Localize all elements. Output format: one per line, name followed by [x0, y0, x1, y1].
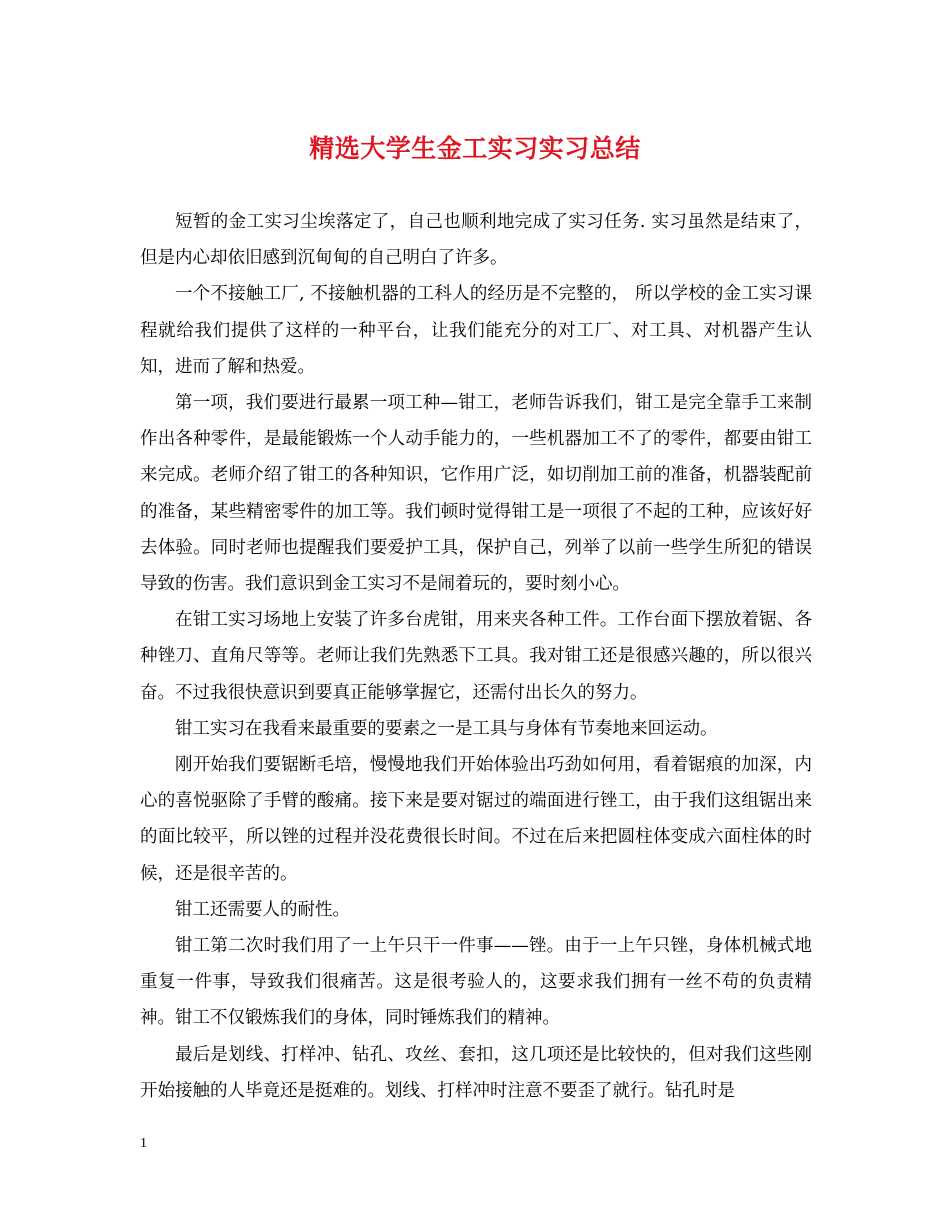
paragraph-5: 钳工实习在我看来最重要的要素之一是工具与身体有节奏地来回运动。 — [175, 718, 718, 739]
paragraph-2: 一个不接触工厂, 不接触机器的工科人的经历是不完整的， 所以学校的金工实习课程就给我们提供了这样的一种平台，让我们能充分的对工厂、对工具、对机器产生认知，进而了解和热爱。 — [140, 284, 812, 377]
paragraph-4: 在钳工实习场地上安装了许多台虎钳，用来夹各种工件。工作台面下摆放着锯、各种锉刀、直角尺等等。老师让我们先熟悉下工具。我对钳工还是很感兴趣的，所以很兴奋。不过我很快意识到要真正能够掌握它，还需付出长久的努力。 — [140, 610, 812, 703]
paragraph-9: 最后是划线、打样冲、钻孔、攻丝、套扣，这几项还是比较快的，但对我们这些刚开始接触的人毕竟还是挺难的。划线、打样冲时注意不要歪了就行。钻孔时是 — [140, 1044, 812, 1101]
paragraph-6: 刚开始我们要锯断毛培，慢慢地我们开始体验出巧劲如何用，看着锯痕的加深，内心的喜悦驱除了手臂的酸痛。接下来是要对锯过的端面进行锉工，由于我们这组锯出来的面比较平，所以锉的过程并没花费很长时间。不过在后来把圆柱体变成六面柱体的时候，还是很辛苦的。 — [140, 755, 812, 884]
document-body — [140, 204, 812, 1109]
paragraph-7: 钳工还需要人的耐性。 — [175, 899, 350, 920]
page-number: 1 — [140, 1136, 147, 1151]
paragraph-8: 钳工第二次时我们用了一上午只干一件事——锉。由于一上午只锉，身体机械式地重复一件事，导致我们很痛苦。这是很考验人的，这要求我们拥有一丝不苟的负责精神。钳工不仅锻炼我们的身体，同时锤炼我们的精神。 — [140, 936, 812, 1029]
document-title: 精选大学生金工实习实习总结 — [309, 134, 641, 163]
paragraph-3: 第一项，我们要进行最累一项工种—钳工，老师告诉我们，钳工是完全靠手工来制作出各种零件，是最能锻炼一个人动手能力的，一些机器加工不了的零件，都要由钳工来完成。老师介绍了钳工的各种知识，它作用广泛，如切削加工前的准备，机器装配前的准备，某些精密零件的加工等。我们顿时觉得钳工是一项很了不起的工种，应该好好去体验。同时老师也提醒我们要爱护工具，保护自己，列举了以前一些学生所犯的错误导致的伤害。我们意识到金工实习不是闹着玩的，要时刻小心。 — [140, 393, 812, 595]
paragraph-1: 短暂的金工实习尘埃落定了，自己也顺利地完成了实习任务. 实习虽然是结束了，但是内心却依旧感到沉甸甸的自己明白了许多。 — [140, 212, 812, 269]
